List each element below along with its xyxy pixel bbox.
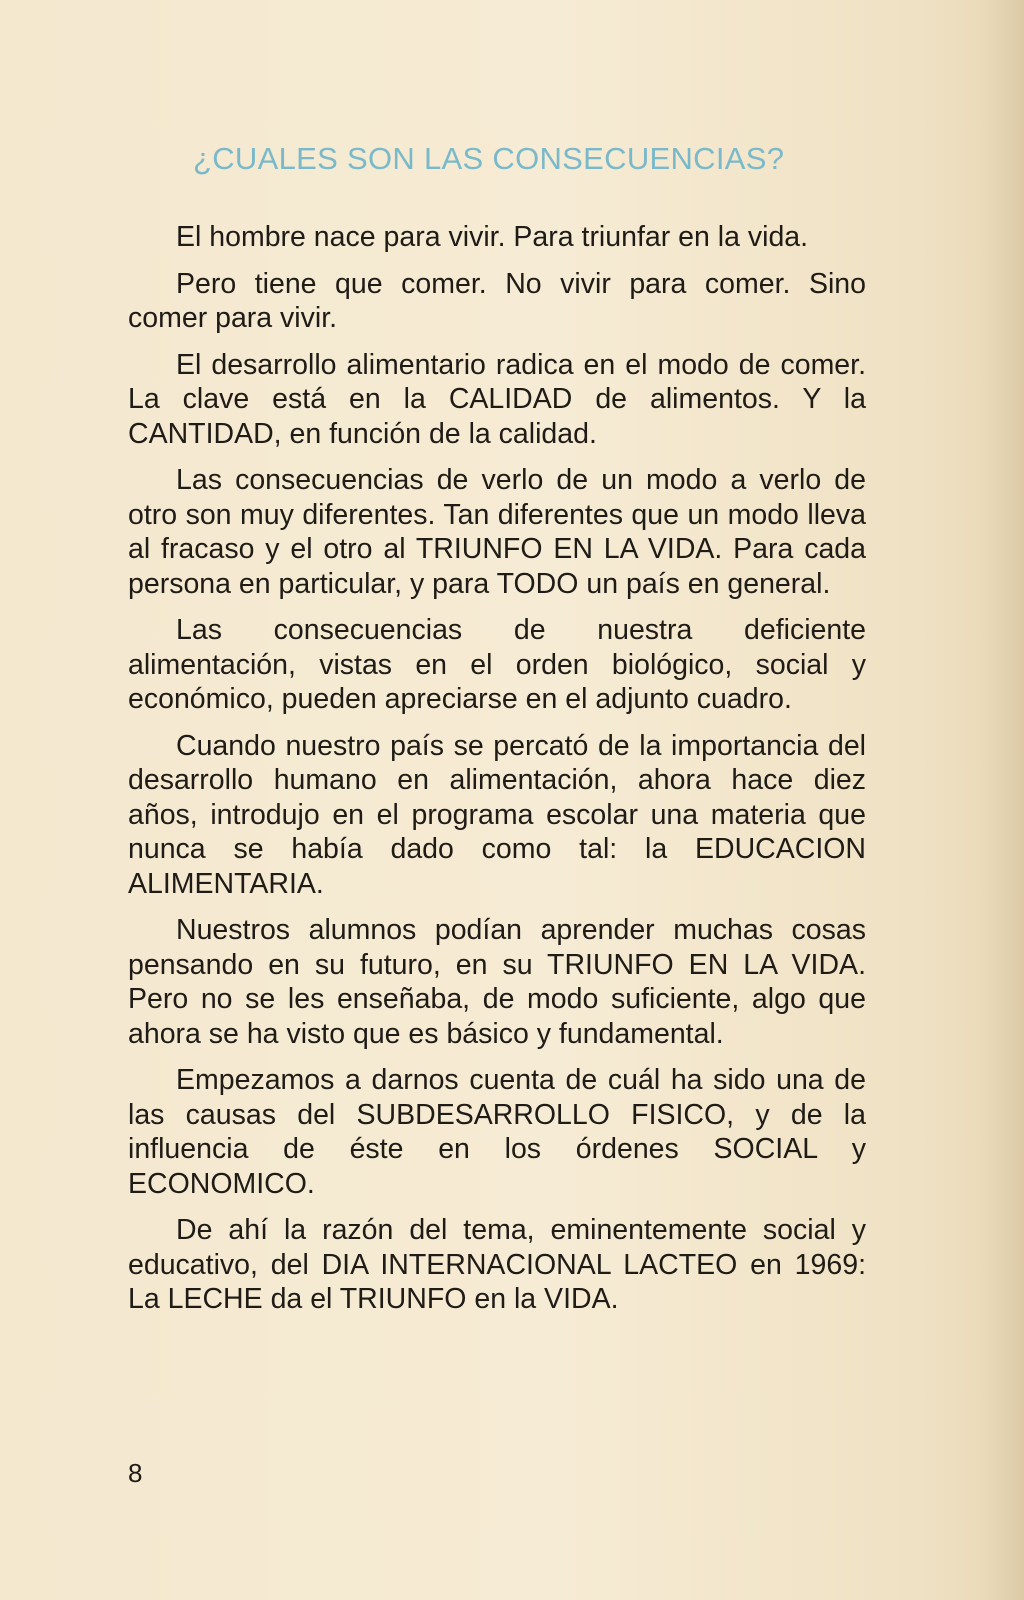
paragraph-6: Cuando nuestro país se percató de la importancia del desarrollo humano en alimentación, ahora hace diez años, introdujo en el programa escolar una materia que nunca se había dado como tal: la EDUCACION ALIMENTARIA. xyxy=(128,729,866,900)
paragraph-2: Pero tiene que comer. No vivir para comer. Sino comer para vivir. xyxy=(128,267,866,334)
page-number: 8 xyxy=(128,1458,143,1488)
body-text xyxy=(128,220,866,1329)
paragraph-1: El hombre nace para vivir. Para triunfar en la vida. xyxy=(176,221,809,253)
paragraph-9: De ahí la razón del tema, eminentemente social y educativo, del DIA INTERNACIONAL LACTEO en 1969: La LECHE da el TRIUNFO en la VIDA. xyxy=(128,1214,866,1315)
paragraph-7: Nuestros alumnos podían aprender muchas cosas pensando en su futuro, en su TRIUNFO EN LA VIDA. Pero no se les enseñaba, de modo suficiente, algo que ahora se ha visto que es básico y fundamental. xyxy=(128,914,866,1050)
paragraph-8: Empezamos a darnos cuenta de cuál ha sido una de las causas del SUBDESARROLLO FISICO, y de la influencia de éste en los órdenes SOCIAL y ECONOMICO. xyxy=(128,1064,866,1200)
paragraph-4: Las consecuencias de verlo de un modo a verlo de otro son muy diferentes. Tan diferentes que un modo lleva al fracaso y el otro al TRIUNFO EN LA VIDA. Para cada persona en particular, y para TODO un país en general. xyxy=(128,464,866,600)
page-edge-shadow xyxy=(984,0,1024,1600)
paragraph-3: El desarrollo alimentario radica en el modo de comer. La clave está en la CALIDAD de alimentos. Y la CANTIDAD, en función de la calidad. xyxy=(128,348,866,450)
page-title: ¿CUALES SON LAS CONSECUENCIAS? xyxy=(193,141,785,176)
paragraph-5: Las consecuencias de nuestra deficiente alimentación, vistas en el orden biológico, social y económico, pueden apreciarse en el adjunto cuadro. xyxy=(128,614,866,715)
